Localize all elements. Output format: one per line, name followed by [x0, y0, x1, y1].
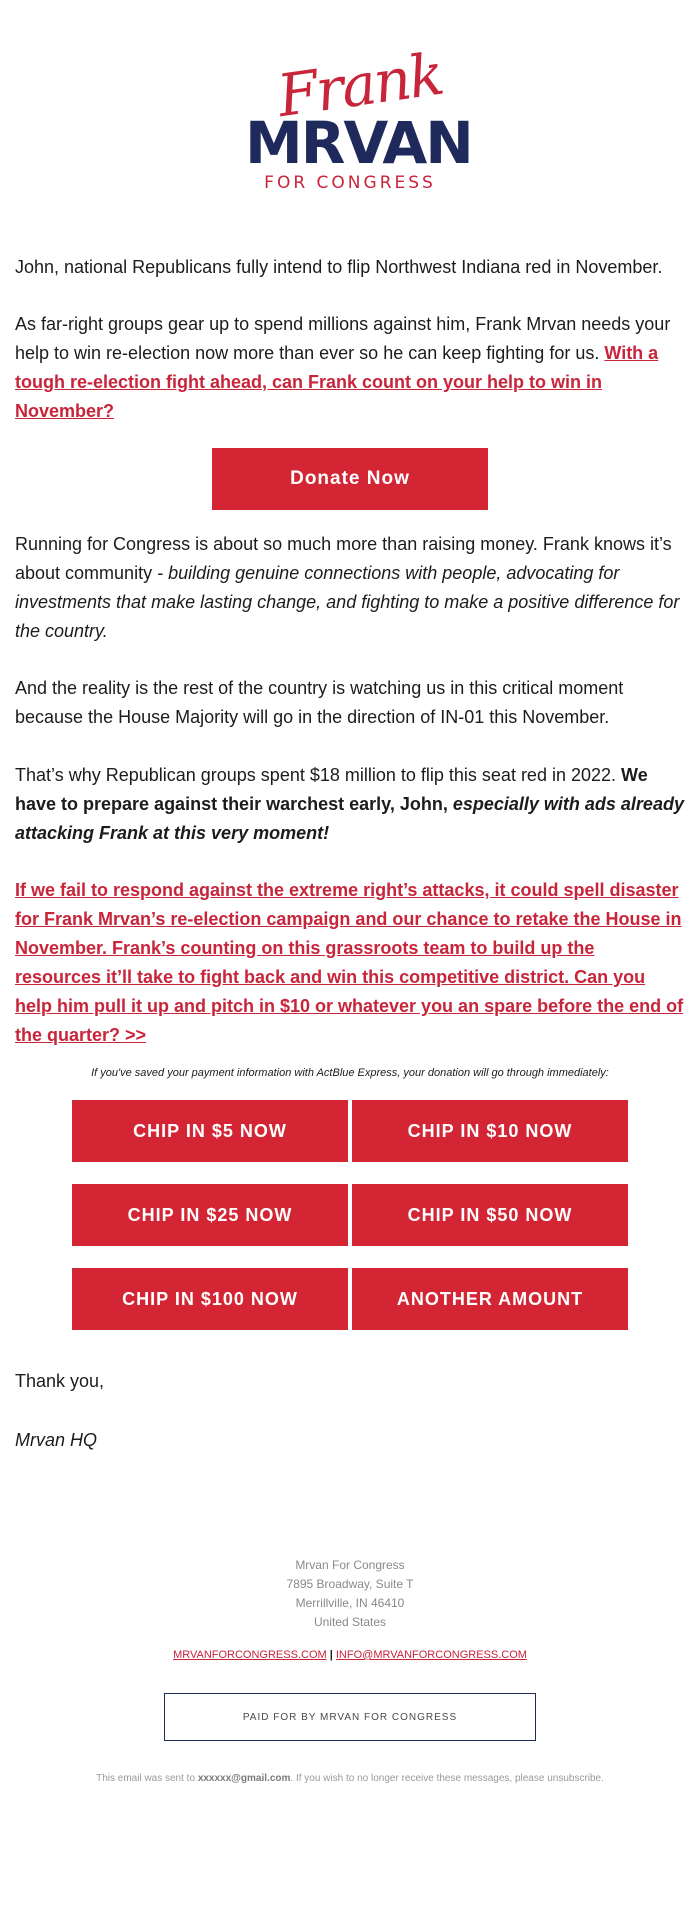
unsub-address: xxxxxx@gmail.com — [197, 1773, 291, 1784]
signature: Mrvan HQ — [15, 1430, 98, 1450]
website-link[interactable]: MRVANFORCONGRESS.COM — [173, 1649, 327, 1661]
chip-in-10-button[interactable]: CHIP IN $10 NOW — [352, 1100, 628, 1162]
paid-for-text: PAID FOR BY MRVAN FOR CONGRESS — [242, 1711, 458, 1723]
chip-in-50-button[interactable]: CHIP IN $50 NOW — [352, 1184, 628, 1246]
paragraph-far-right — [15, 310, 685, 426]
paid-for-disclaimer — [164, 1693, 536, 1741]
chip-in-100-button[interactable]: CHIP IN $100 NOW — [72, 1268, 348, 1330]
footer-country: United States — [313, 1615, 387, 1629]
footer-street: 7895 Broadway, Suite T — [286, 1577, 414, 1591]
paragraph-far-right-text: As far-right groups gear up to spend millions against him, Frank Mrvan needs your help to win re-election now more than ever so he can keep fighting for us. — [15, 314, 671, 363]
actblue-express-note: If you've saved your payment information with ActBlue Express, your donation will go through immediately: — [91, 1067, 609, 1079]
unsub-prefix: This email was sent to — [96, 1773, 196, 1784]
campaign-logo — [245, 39, 472, 200]
footer-link-separator: | — [329, 1649, 333, 1661]
closing-thank-you: Thank you, — [15, 1371, 105, 1391]
logo-name-mrvan: MRVAN — [245, 109, 472, 177]
paragraph-intro: John, national Republicans fully intend to flip Northwest Indiana red in November. — [15, 257, 663, 277]
footer-address — [0, 1556, 700, 1632]
paragraph-warchest-text: That’s why Republican groups spent $18 million to flip this seat red in 2022. — [15, 765, 617, 785]
another-amount-button[interactable]: ANOTHER AMOUNT — [352, 1268, 628, 1330]
chip-in-5-button[interactable]: CHIP IN $5 NOW — [72, 1100, 348, 1162]
paragraph-warchest-bold: We have to prepare against their warchest early, John, — [15, 765, 648, 814]
pitch-in-link[interactable]: If we fail to respond against the extreme right’s attacks, it could spell disaster for Frank Mrvan’s re-election campaign and our chance to retake the House in November. Frank’s counting on this grassroots team to build up the resources it’ll take to fight back and win this competitive district. Can you help him pull it up and pitch in $10 or whatever you an spare before the end of the quarter? >> — [15, 880, 684, 1045]
paragraph-warchest — [15, 761, 685, 848]
footer-city: Merrillville, IN 46410 — [295, 1596, 405, 1610]
footer-org: Mrvan For Congress — [295, 1558, 405, 1572]
logo-script-frank: Frank — [273, 39, 447, 131]
paragraph-community-text: Running for Congress is about so much more than raising money. Frank knows it’s about community — [15, 534, 672, 583]
unsub-suffix[interactable]: . If you wish to no longer receive these messages, please unsubscribe. — [290, 1773, 604, 1784]
paragraph-community-italic: - building genuine connections with people, advocating for investments that make lasting change, and fighting to make a positive difference for the country. — [15, 563, 680, 641]
paragraph-community — [15, 530, 685, 646]
paragraph-warchest-bold-italic: especially with ads already attacking Frank at this very moment! — [15, 794, 684, 843]
chip-in-25-button[interactable]: CHIP IN $25 NOW — [72, 1184, 348, 1246]
donate-now-button[interactable]: Donate Now — [212, 448, 488, 510]
email-link[interactable]: INFO@MRVANFORCONGRESS.COM — [335, 1649, 527, 1661]
paragraph-appeal — [15, 876, 685, 1050]
footer-links — [0, 1649, 700, 1661]
unsubscribe-notice — [0, 1773, 700, 1784]
logo-for-congress: FOR CONGRESS — [264, 173, 436, 193]
help-win-link[interactable]: With a tough re-election fight ahead, can Frank count on your help to win in November? — [15, 343, 659, 421]
paragraph-reality: And the reality is the rest of the country is watching us in this critical moment because the House Majority will go in the direction of IN-01 this November. — [15, 678, 624, 727]
